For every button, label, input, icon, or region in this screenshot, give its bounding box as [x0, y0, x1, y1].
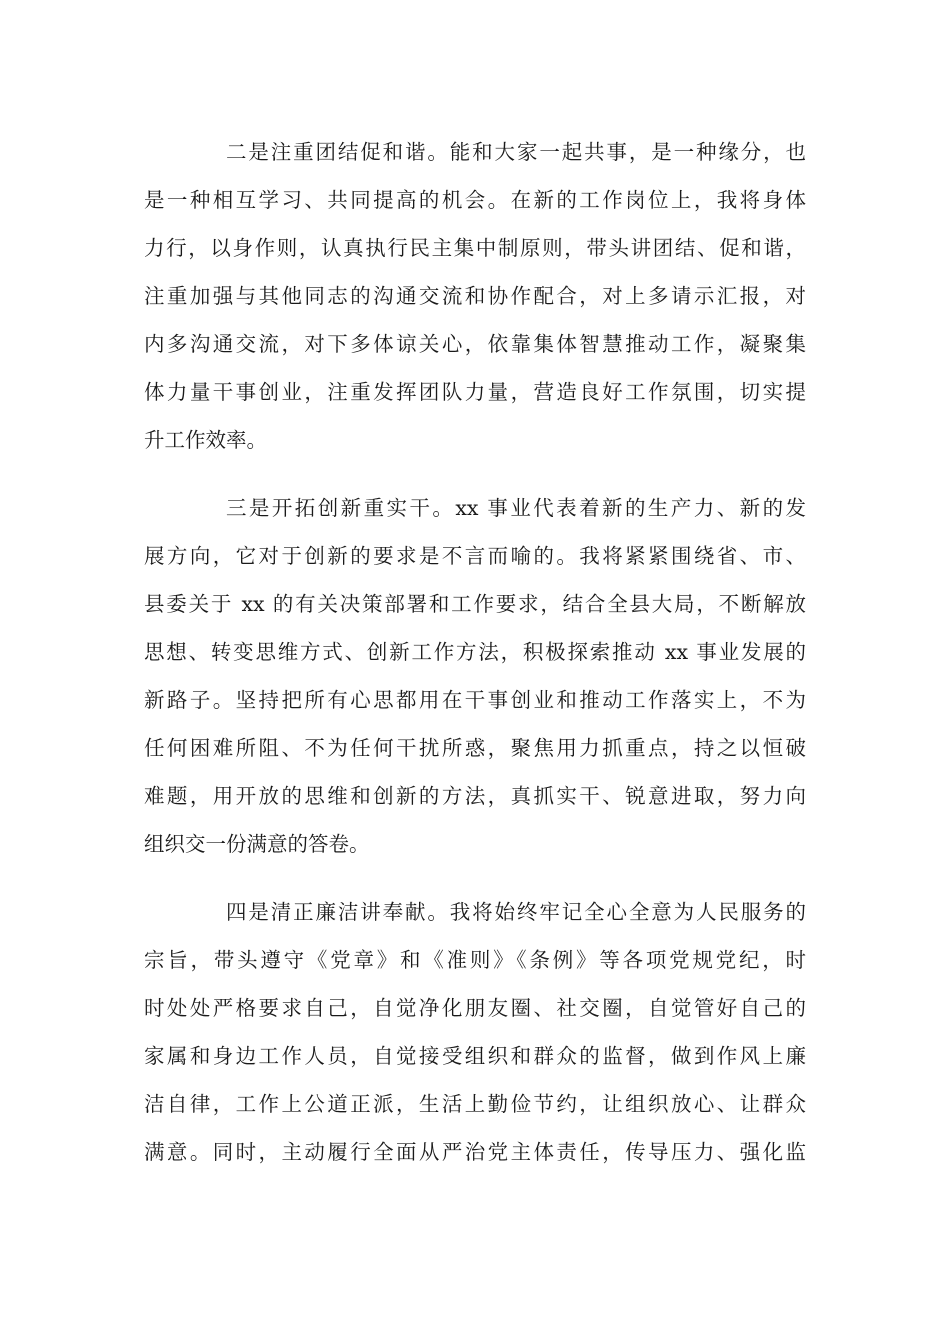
text-line: 体力量干事创业，注重发挥团队力量，营造良好工作氛围，切实提	[144, 380, 806, 404]
text-line: 升工作效率。	[144, 428, 267, 452]
text-line: 县委关于 xx 的有关决策部署和工作要求，结合全县大局，不断解放	[144, 592, 806, 616]
text-line: 组织交一份满意的答卷。	[144, 832, 370, 856]
text-line: 洁自律，工作上公道正派，生活上勤俭节约，让组织放心、让群众	[144, 1092, 806, 1116]
paragraph-unity-harmony	[144, 128, 806, 464]
paragraph-integrity	[144, 888, 806, 1176]
text-line: 力行，以身作则，认真执行民主集中制原则，带头讲团结、促和谐，	[144, 236, 806, 260]
text-line: 难题，用开放的思维和创新的方法，真抓实干、锐意进取，努力向	[144, 784, 806, 808]
text-line: 是一种相互学习、共同提高的机会。在新的工作岗位上，我将身体	[144, 188, 806, 212]
paragraph-innovation	[144, 484, 806, 868]
text-line: 满意。同时，主动履行全面从严治党主体责任，传导压力、强化监	[144, 1140, 806, 1164]
text-line: 思想、转变思维方式、创新工作方法，积极探索推动 xx 事业发展的	[144, 640, 806, 664]
text-line: 家属和身边工作人员，自觉接受组织和群众的监督，做到作风上廉	[144, 1044, 806, 1068]
text-line: 任何困难所阻、不为任何干扰所惑，聚焦用力抓重点，持之以恒破	[144, 736, 806, 760]
text-line: 新路子。坚持把所有心思都用在干事创业和推动工作落实上，不为	[144, 688, 806, 712]
text-line: 时处处严格要求自己，自觉净化朋友圈、社交圈，自觉管好自己的	[144, 996, 806, 1020]
text-line: 二是注重团结促和谐。能和大家一起共事，是一种缘分，也	[226, 140, 806, 164]
text-line: 四是清正廉洁讲奉献。我将始终牢记全心全意为人民服务的	[226, 900, 806, 924]
text-line: 内多沟通交流，对下多体谅关心，依靠集体智慧推动工作，凝聚集	[144, 332, 806, 356]
text-line: 宗旨，带头遵守《党章》和《准则》《条例》等各项党规党纪，时	[144, 948, 806, 972]
text-line: 三是开拓创新重实干。xx 事业代表着新的生产力、新的发	[226, 496, 806, 520]
text-line: 展方向，它对于创新的要求是不言而喻的。我将紧紧围绕省、市、	[144, 544, 806, 568]
text-line: 注重加强与其他同志的沟通交流和协作配合，对上多请示汇报，对	[144, 284, 806, 308]
